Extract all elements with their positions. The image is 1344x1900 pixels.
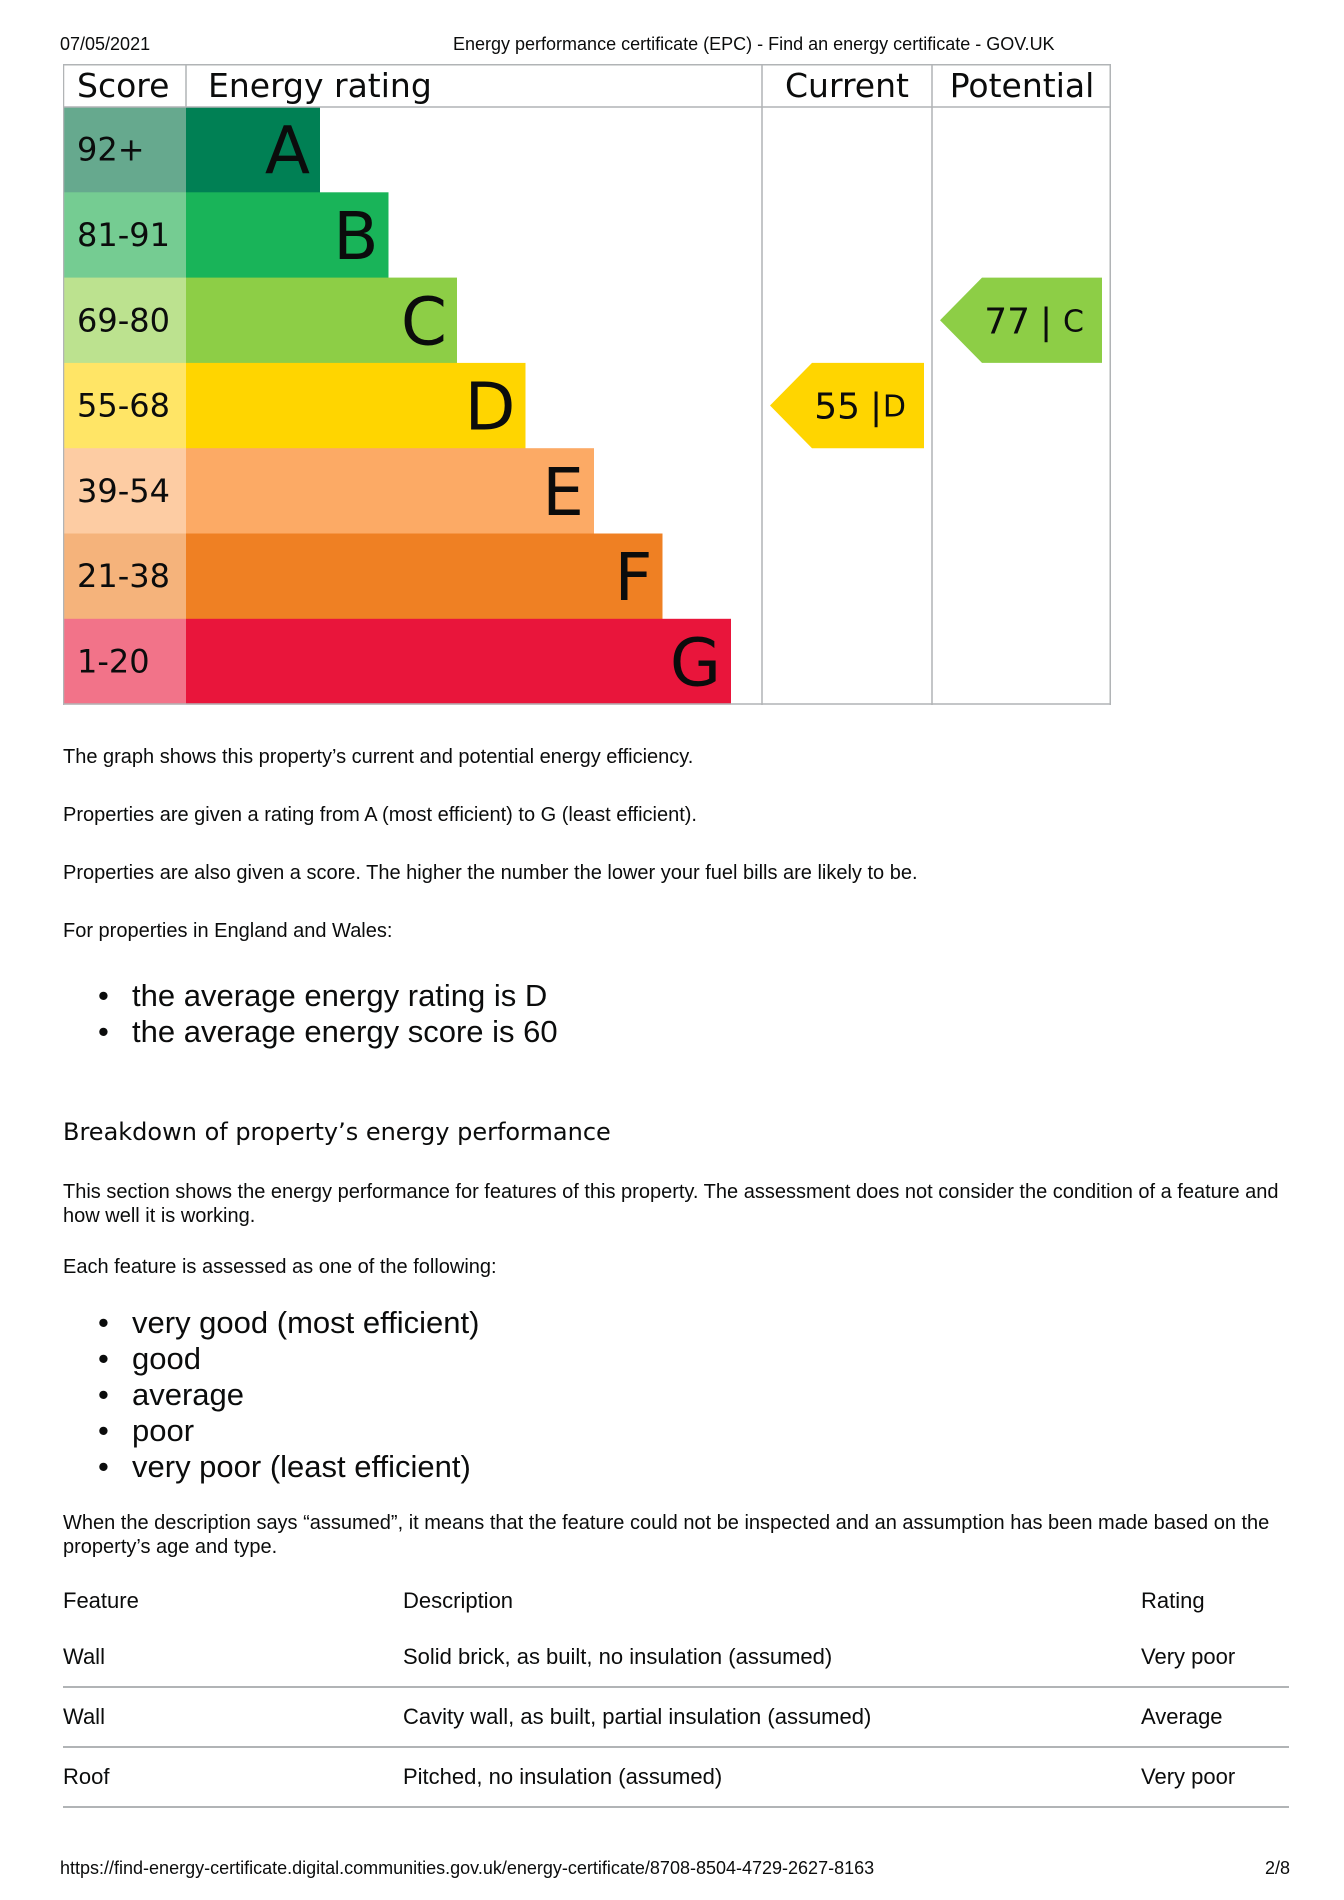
description-cell: Solid brick, as built, no insulation (assumed): [403, 1628, 1141, 1687]
table-row: [63, 1687, 1289, 1747]
arrow-score-label: 55: [814, 386, 860, 428]
band-letter-label: C: [400, 283, 447, 361]
list-item: • very poor (least efficient): [98, 1449, 479, 1485]
list-item: • good: [98, 1341, 479, 1377]
band-letter-label: B: [333, 197, 379, 275]
current-rating-arrow: [770, 363, 924, 448]
arrow-separator: |: [870, 386, 883, 428]
average-list: [98, 978, 558, 1050]
feature-cell: Wall: [63, 1628, 403, 1687]
current-heading: Current: [785, 66, 909, 105]
table-row: [63, 1628, 1289, 1687]
score-range-label: 81-91: [77, 215, 170, 254]
energy-rating-graph: [63, 64, 1111, 705]
arrow-letter-label: D: [882, 389, 906, 425]
rating-bar: [186, 619, 731, 705]
print-date: 07/05/2021: [60, 34, 151, 54]
band-letter-label: D: [464, 368, 516, 446]
energy-rating-chart: [63, 64, 1111, 705]
feature-cell: Wall: [63, 1687, 403, 1747]
rating-cell: Very poor: [1141, 1747, 1289, 1807]
assessment-levels-list: [98, 1305, 479, 1485]
breakdown-explanation: This section shows the energy performance for features of this property. The assessment does not consider the condition of a feature and how well it is working.: [63, 1181, 1279, 1227]
rating-band-c: [63, 278, 457, 364]
rating-band-f: [63, 534, 663, 620]
score-range-label: 21-38: [77, 557, 170, 596]
list-item: • average: [98, 1377, 479, 1413]
feature-column-header: Feature: [63, 1588, 139, 1613]
band-letter-label: E: [542, 453, 584, 531]
assumed-explanation: When the description says “assumed”, it means that the feature could not be inspected and an assumption has been made based on the property’s age and type.: [63, 1512, 1270, 1558]
potential-heading: Potential: [949, 66, 1095, 105]
score-range-label: 69-80: [77, 301, 170, 340]
list-item: • the average energy score is 60: [98, 1014, 558, 1050]
rating-band-a: [63, 107, 320, 193]
band-letter-label: G: [669, 624, 721, 702]
rating-band-e: [63, 448, 594, 534]
rating-bar: [186, 534, 663, 620]
rating-band-d: [63, 363, 526, 449]
potential-rating-arrow: [940, 278, 1102, 363]
energy-rating-heading: Energy rating: [208, 66, 432, 105]
description-cell: Pitched, no insulation (assumed): [403, 1747, 1141, 1807]
graph-explanation: The graph shows this property’s current and potential energy efficiency.: [63, 746, 694, 768]
score-range-label: 55-68: [77, 386, 170, 425]
table-row: [63, 1747, 1289, 1807]
rating-explanation: Properties are given a rating from A (most efficient) to G (least efficient).: [63, 804, 697, 826]
rating-column-header: Rating: [1141, 1588, 1205, 1613]
arrow-separator: |: [1040, 301, 1053, 343]
arrow-letter-label: C: [1063, 304, 1084, 340]
description-column-header: Description: [403, 1588, 514, 1613]
band-letter-label: F: [614, 539, 653, 617]
list-item: • poor: [98, 1413, 479, 1449]
england-wales-intro: For properties in England and Wales:: [63, 920, 393, 942]
arrow-score-label: 77: [984, 301, 1030, 343]
breakdown-heading: Breakdown of property’s energy performance: [63, 1118, 611, 1146]
score-range-label: 39-54: [77, 471, 170, 510]
rating-bar: [186, 448, 594, 534]
rating-band-g: [63, 619, 731, 705]
score-range-label: 92+: [77, 130, 145, 169]
list-item: • very good (most efficient): [98, 1305, 479, 1341]
score-range-label: 1-20: [77, 642, 150, 681]
band-letter-label: A: [264, 112, 310, 190]
page-url: https://find-energy-certificate.digital.communities.gov.uk/energy-certificate/8708-8504-4729-2627-8163: [60, 1858, 875, 1878]
features-table: [63, 1576, 1289, 1808]
rating-cell: Average: [1141, 1687, 1289, 1747]
rating-band-b: [63, 192, 389, 278]
description-cell: Cavity wall, as built, partial insulation (assumed): [403, 1687, 1141, 1747]
feature-cell: Roof: [63, 1747, 403, 1807]
print-page-title: Energy performance certificate (EPC) - Find an energy certificate - GOV.UK: [453, 34, 1055, 54]
score-explanation: Properties are also given a score. The higher the number the lower your fuel bills are likely to be.: [63, 862, 918, 884]
assessment-intro: Each feature is assessed as one of the following:: [63, 1256, 497, 1278]
list-item: • the average energy rating is D: [98, 978, 558, 1014]
page-number: 2/8: [1264, 1858, 1290, 1878]
table-header-row: [63, 1576, 1289, 1628]
rating-cell: Very poor: [1141, 1628, 1289, 1687]
score-heading: Score: [77, 66, 170, 105]
